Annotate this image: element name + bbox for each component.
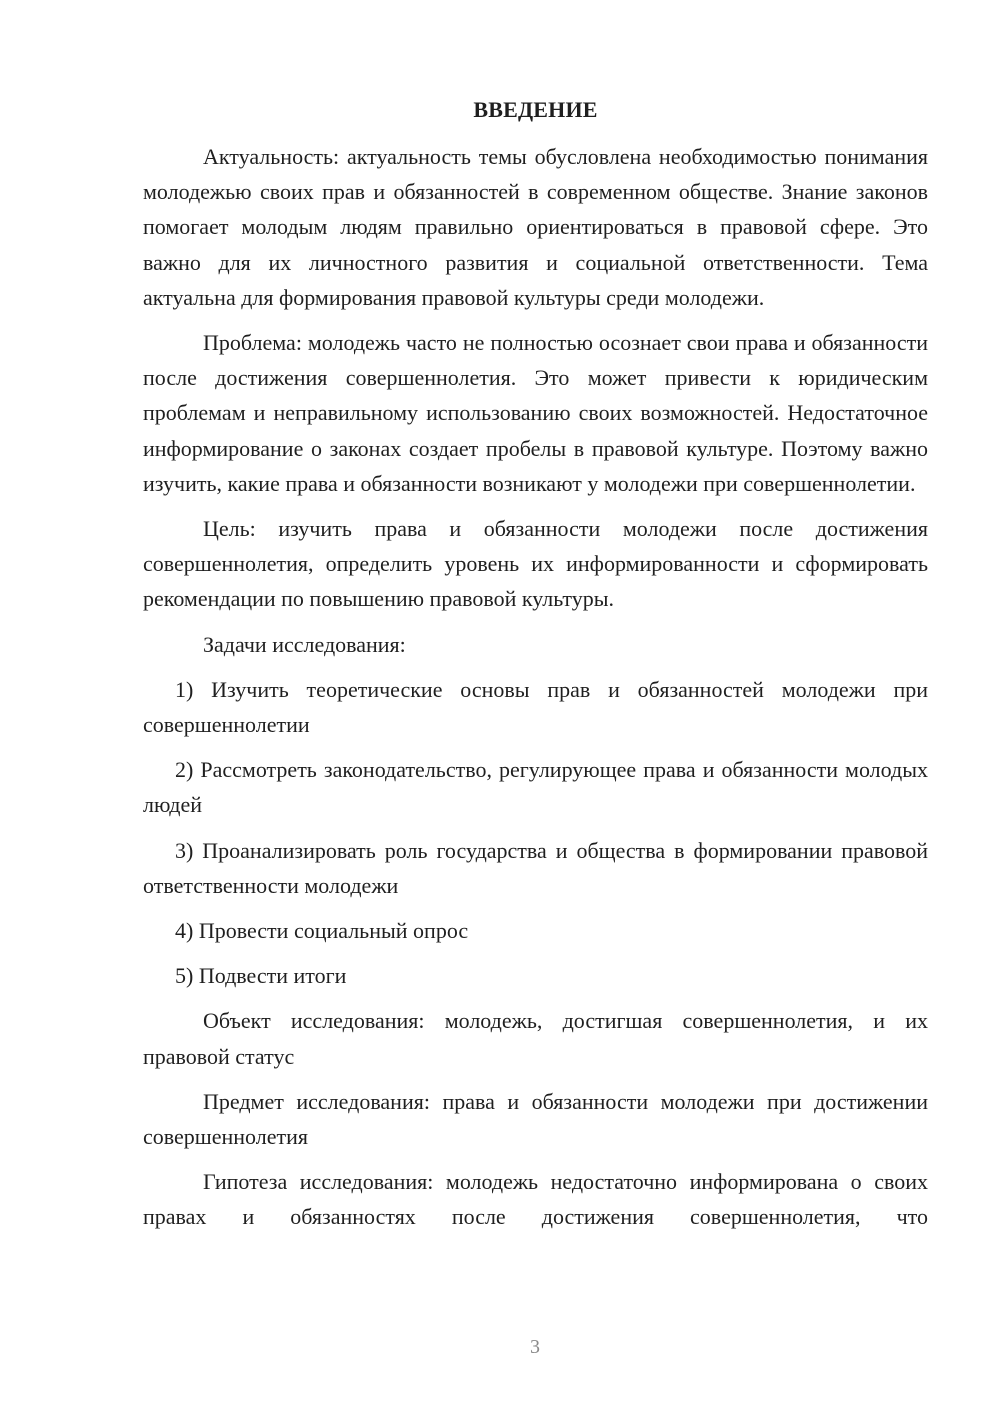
page-number: 3: [530, 1336, 540, 1358]
subject-paragraph: Предмет исследования: права и обязанности молодежи при достижении совершеннолетия: [143, 1088, 928, 1150]
problem-paragraph: Проблема: молодежь часто не полностью осознает свои права и обязанности после достижения совершеннолетия. Это может привести к юридическим проблемам и неправильному использованию своих возможностей. Недостаточное информирование о законах создает пробелы в правовой культуре. Поэтому важно изучить, какие права и обязанности возникают у молодежи при совершеннолетии.: [143, 330, 928, 496]
relevance-paragraph: Актуальность: актуальность темы обусловлена необходимостью понимания молодежью своих прав и обязанностей в современном обществе. Знание законов помогает молодым людям правильно ориентироваться в правовой сфере. Это важно для их личностного развития и социальной ответственности. Тема актуальна для формирования правовой культуры среди молодежи.: [143, 144, 928, 310]
task-item-2: 2) Рассмотреть законодательство, регулирующее права и обязанности молодых людей: [143, 757, 928, 818]
object-paragraph: Объект исследования: молодежь, достигшая совершеннолетия, и их правовой статус: [143, 1008, 928, 1069]
page-content: [143, 94, 928, 1235]
task-item-4: 4) Провести социальный опрос: [175, 918, 469, 944]
task-item-5: 5) Подвести итоги: [175, 963, 347, 989]
task-item-1: 1) Изучить теоретические основы прав и обязанностей молодежи при совершеннолетии: [143, 676, 928, 738]
task-item-3: 3) Проанализировать роль государства и общества в формировании правовой ответственности молодежи: [143, 837, 928, 898]
tasks-title: Задачи исследования:: [203, 631, 406, 657]
hypothesis-paragraph: Гипотеза исследования: молодежь недостаточно информирована о своих правах и обязанностях после достижения совершеннолетия, что: [143, 1169, 928, 1230]
section-heading: ВВЕДЕНИЕ: [473, 97, 598, 122]
goal-paragraph: Цель: изучить права и обязанности молодежи после достижения совершеннолетия, определить уровень их информированности и сформировать рекомендации по повышению правовой культуры.: [143, 516, 928, 612]
